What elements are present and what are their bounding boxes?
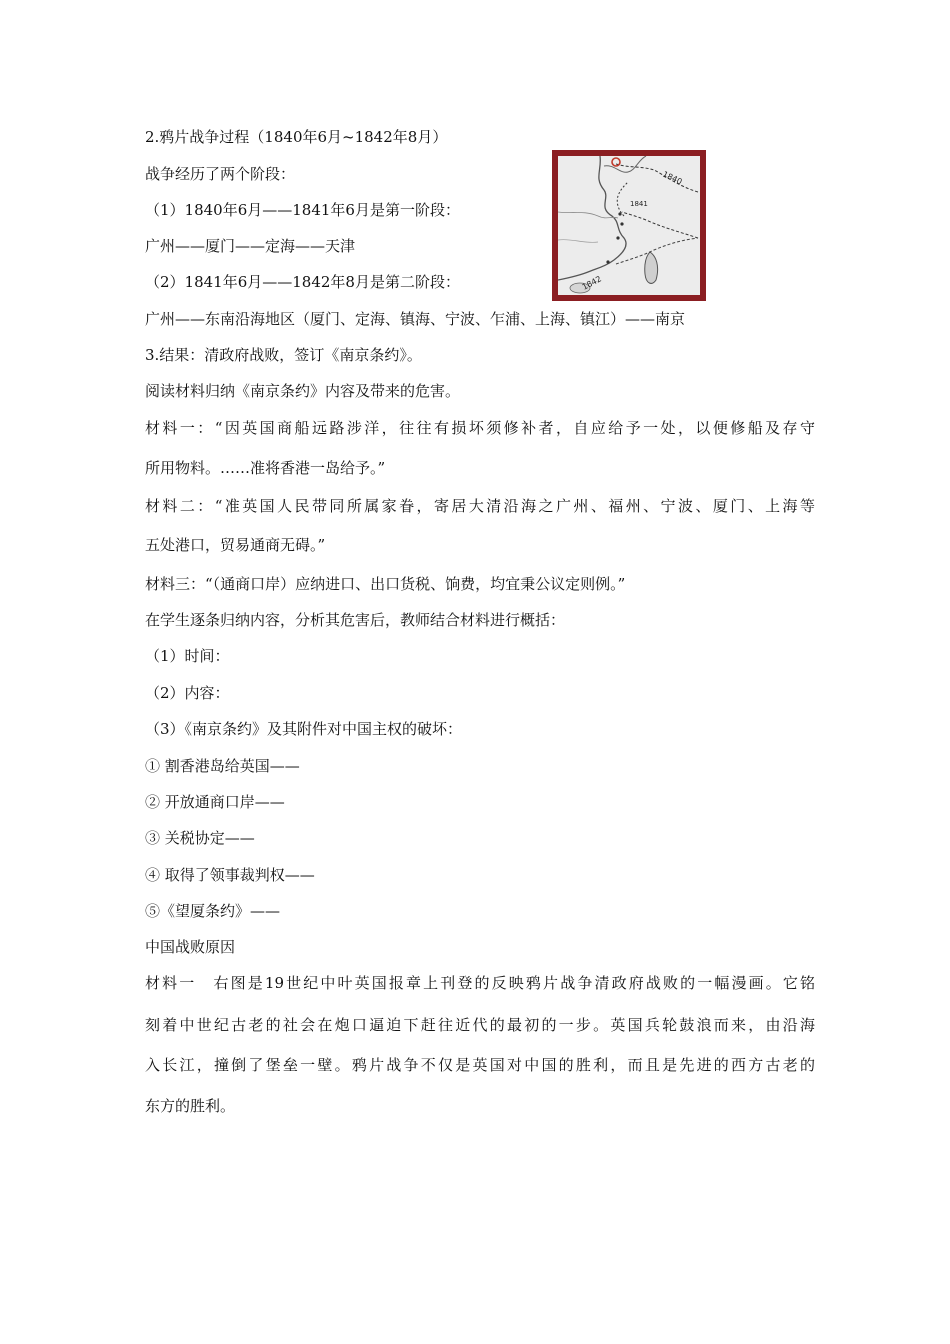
text-summary-intro: 在学生逐条归纳内容，分析其危害后，教师结合材料进行概括： <box>145 611 566 629</box>
material-cartoon-line-2: 刻着中世纪古老的社会在炮口逼迫下赶往近代的最初的一步。英国兵轮鼓浪而来，由沿海 <box>145 1016 815 1034</box>
material-two-line-2: 五处港口，贸易通商无碍。” <box>145 536 326 554</box>
map-image <box>558 156 700 295</box>
text-stage-one-route: 广州——厦门——定海——天津 <box>145 237 356 255</box>
section-heading-defeat-causes: 中国战败原因 <box>145 938 236 956</box>
point-hongkong: ① 割香港岛给英国—— <box>145 757 300 775</box>
coastline <box>558 156 626 280</box>
material-cartoon-line-4: 东方的胜利。 <box>145 1097 236 1115</box>
coastline-north <box>604 156 646 172</box>
material-two-line-1: 材料二：“准英国人民带同所属家眷，寄居大清沿海之广州、福州、宁波、厦门、上海等 <box>145 497 815 515</box>
taiwan-island <box>645 252 658 283</box>
river <box>558 212 618 218</box>
point-jurisdiction: ④ 取得了领事裁判权—— <box>145 866 315 884</box>
river <box>558 240 598 243</box>
port-dot <box>606 260 609 263</box>
text-stage-two: （2）1841年6月——1842年8月是第二阶段： <box>145 273 460 291</box>
route-south <box>616 238 698 264</box>
material-one-line-2: 所用物料。……准将香港一岛给予。” <box>145 459 386 477</box>
tianjin-marker <box>612 158 620 166</box>
map-label-1842: 1842 <box>580 274 603 292</box>
material-one-line-1: 材料一：“因英国商船远路涉洋，往往有损坏须修补者，自应给予一处，以便修船及存守 <box>145 419 815 437</box>
route-1842 <box>617 182 628 216</box>
text-stages-intro: 战争经历了两个阶段： <box>145 165 296 183</box>
point-tariff: ③ 关税协定—— <box>145 829 255 847</box>
item-content: （2）内容： <box>145 684 230 702</box>
port-dot <box>620 222 623 225</box>
section-heading-result: 3.结果：清政府战败，签订《南京条约》。 <box>145 346 422 364</box>
text-reading-task: 阅读材料归纳《南京条约》内容及带来的危害。 <box>145 382 461 400</box>
material-cartoon-line-3: 入长江，撞倒了堡垒一壁。鸦片战争不仅是英国对中国的胜利，而且是先进的西方古老的 <box>145 1056 815 1074</box>
point-ports: ② 开放通商口岸—— <box>145 793 285 811</box>
route-1840 <box>616 164 698 192</box>
port-dot <box>616 236 619 239</box>
port-dot <box>618 212 621 215</box>
item-sovereignty: （3）《南京条约》及其附件对中国主权的破坏： <box>145 720 463 738</box>
map-label-1840: 1840 <box>661 169 684 187</box>
item-time: （1）时间： <box>145 647 230 665</box>
route-1841 <box>622 212 698 238</box>
material-cartoon-line-1: 材料一 右图是19世纪中叶英国报章上刊登的反映鸦片战争清政府战败的一幅漫画。它铭 <box>145 974 815 992</box>
text-stage-two-route: 广州——东南沿海地区（厦门、定海、镇海、宁波、乍浦、上海、镇江）——南京 <box>145 310 686 328</box>
opium-war-map <box>552 150 706 301</box>
point-wanghia: ⑤《望厦条约》—— <box>145 902 281 920</box>
section-heading-process: 2.鸦片战争过程（1840年6月~1842年8月） <box>145 128 448 146</box>
material-three: 材料三：“（通商口岸）应纳进口、出口货税、饷费，均宜秉公议定则例。” <box>145 575 626 593</box>
text-stage-one: （1）1840年6月——1841年6月是第一阶段： <box>145 201 460 219</box>
map-label-1841: 1841 <box>630 200 648 208</box>
